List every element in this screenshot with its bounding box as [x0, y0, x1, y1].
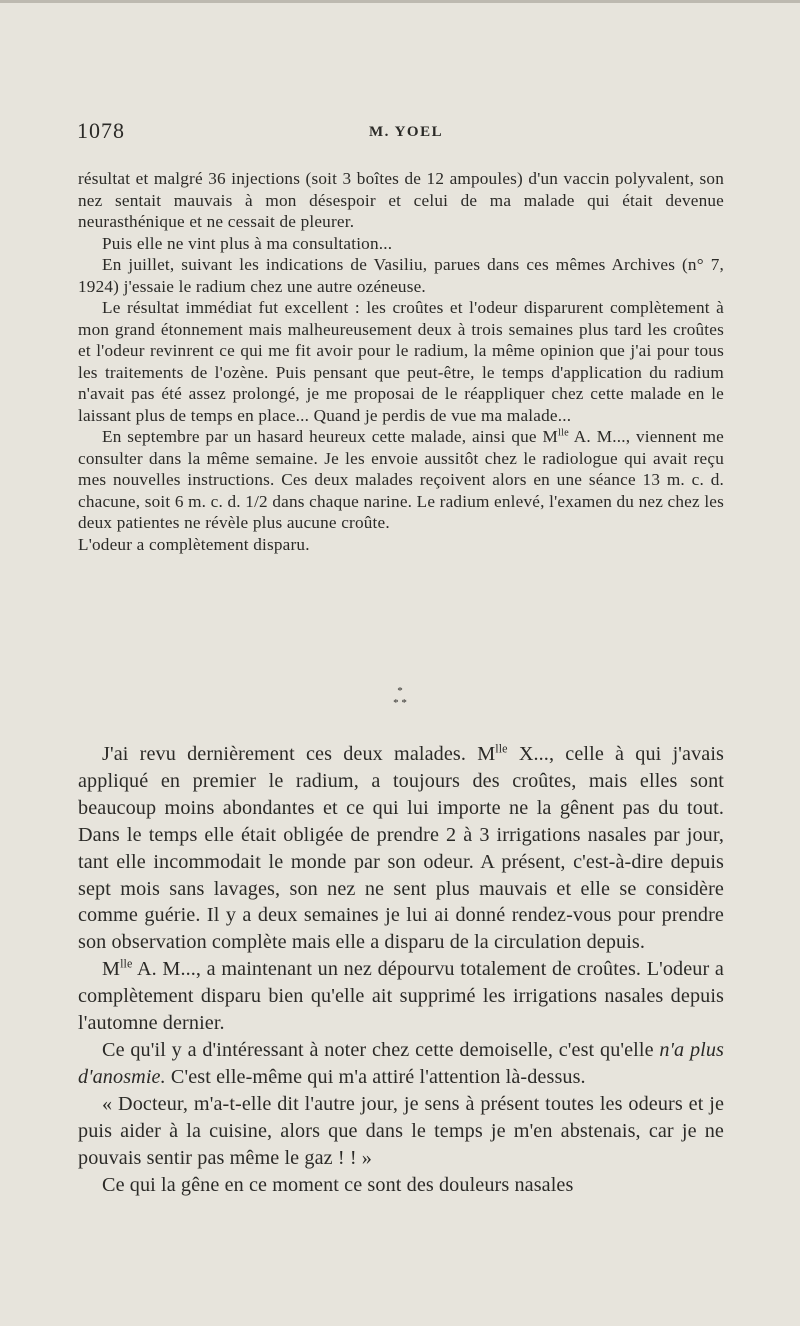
superscript: lle — [120, 956, 133, 971]
separator-star-top: * — [397, 685, 403, 697]
text-run: Ce qu'il y a d'intéressant à noter chez cette demoiselle, c'est qu'elle — [102, 1038, 660, 1061]
separator-stars-bottom: * * — [393, 697, 407, 709]
paragraph — [78, 1037, 724, 1091]
paragraph: Le résultat immédiat fut excellent : les croûtes et l'odeur disparurent complètement à mon grand étonnement mais malheureusement deux à trois semaines plus tard les croûtes et l'odeur revinrent ce qui me fit avoir pour le radium, la même opinion que j'ai pour tous les traitements de l'ozène. Puis pensant que peut-être, le temps d'application du radium n'avait pas été assez prolongé, je me proposai de le réappliquer chez cette malade en le laissant plus de temps en place... Quand je perdis de vue ma malade... — [78, 298, 724, 425]
paragraph: Ce qui la gêne en ce moment ce sont des douleurs nasales — [102, 1173, 574, 1196]
paragraph: résultat et malgré 36 injections (soit 3 boîtes de 12 ampoules) d'un vaccin polyvalent, son nez sentait mauvais à mon désespoir et celui de ma malade qui était devenue neurasthénique et ne cessait de pleurer. — [78, 169, 724, 231]
section-large-text — [78, 741, 724, 1198]
text-run: M — [102, 958, 121, 981]
running-title: M. YOEL — [369, 124, 444, 140]
text-run: J'ai revu dernièrement ces deux malades. M — [102, 743, 496, 765]
section-small-text — [78, 168, 724, 555]
section-separator — [370, 685, 430, 709]
paragraph: En juillet, suivant les indications de Vasiliu, parues dans ces mêmes Archives (n° 7, 1924) j'essaie le radium chez une autre ozéneuse. — [78, 255, 724, 296]
text-run: A. M..., viennent me consulter dans la même semaine. Je les envoie aussitôt chez le radiologue qui avait reçu mes nouvelles instructions. Ces deux malades reçoivent alors en une séance 13 m. c. d. chacune, soit 6 m. c. d. 1/2 dans chaque narine. Le radium enlevé, l'examen du nez chez les deux patientes ne révèle plus aucune croûte. — [78, 427, 725, 532]
text-run: A. M..., a maintenant un nez dépourvu totalement de croûtes. L'odeur a complètement disparu bien qu'elle ait supprimé les irrigations nasales depuis l'automne dernier. — [78, 958, 724, 1035]
paragraph: Puis elle ne vint plus à ma consultation... — [102, 233, 393, 253]
page-edge — [0, 0, 800, 3]
paragraph — [78, 956, 724, 1037]
paragraph — [78, 426, 724, 534]
superscript: lle — [495, 741, 508, 756]
italic-text: n'a plus d'anosmie. — [78, 1038, 724, 1088]
superscript: lle — [558, 427, 569, 439]
paragraph: « Docteur, m'a-t-elle dit l'autre jour, je sens à présent toutes les odeurs et je puis aider à la cuisine, alors que dans le temps je m'en abstenais, car je ne pouvais sentir pas même le gaz ! ! » — [78, 1092, 724, 1169]
page-number: 1078 — [77, 118, 125, 143]
paragraph: L'odeur a complètement disparu. — [78, 534, 310, 554]
paragraph — [78, 741, 724, 956]
text-run: En septembre par un hasard heureux cette malade, ainsi que M — [102, 427, 559, 446]
text-run: C'est elle-même qui m'a attiré l'attention là-dessus. — [165, 1065, 586, 1088]
page-header — [77, 118, 725, 148]
text-run: X..., celle à qui j'avais appliqué en premier le radium, a toujours des croûtes, mais elles sont beaucoup moins abondantes et ce qui lui importe ne la gênent pas du tout. Dans le temps elle était obligée de prendre 2 à 3 irrigations nasales par jour, tant elle incommodait le monde par son odeur. A présent, c'est-à-dire depuis sept mois sans lavages, son nez ne sent plus mauvais et elle se considère comme guérie. Il y a deux semaines je lui ai donné rendez-vous pour prendre son observation complète mais elle a disparu de la circulation depuis. — [78, 743, 724, 954]
